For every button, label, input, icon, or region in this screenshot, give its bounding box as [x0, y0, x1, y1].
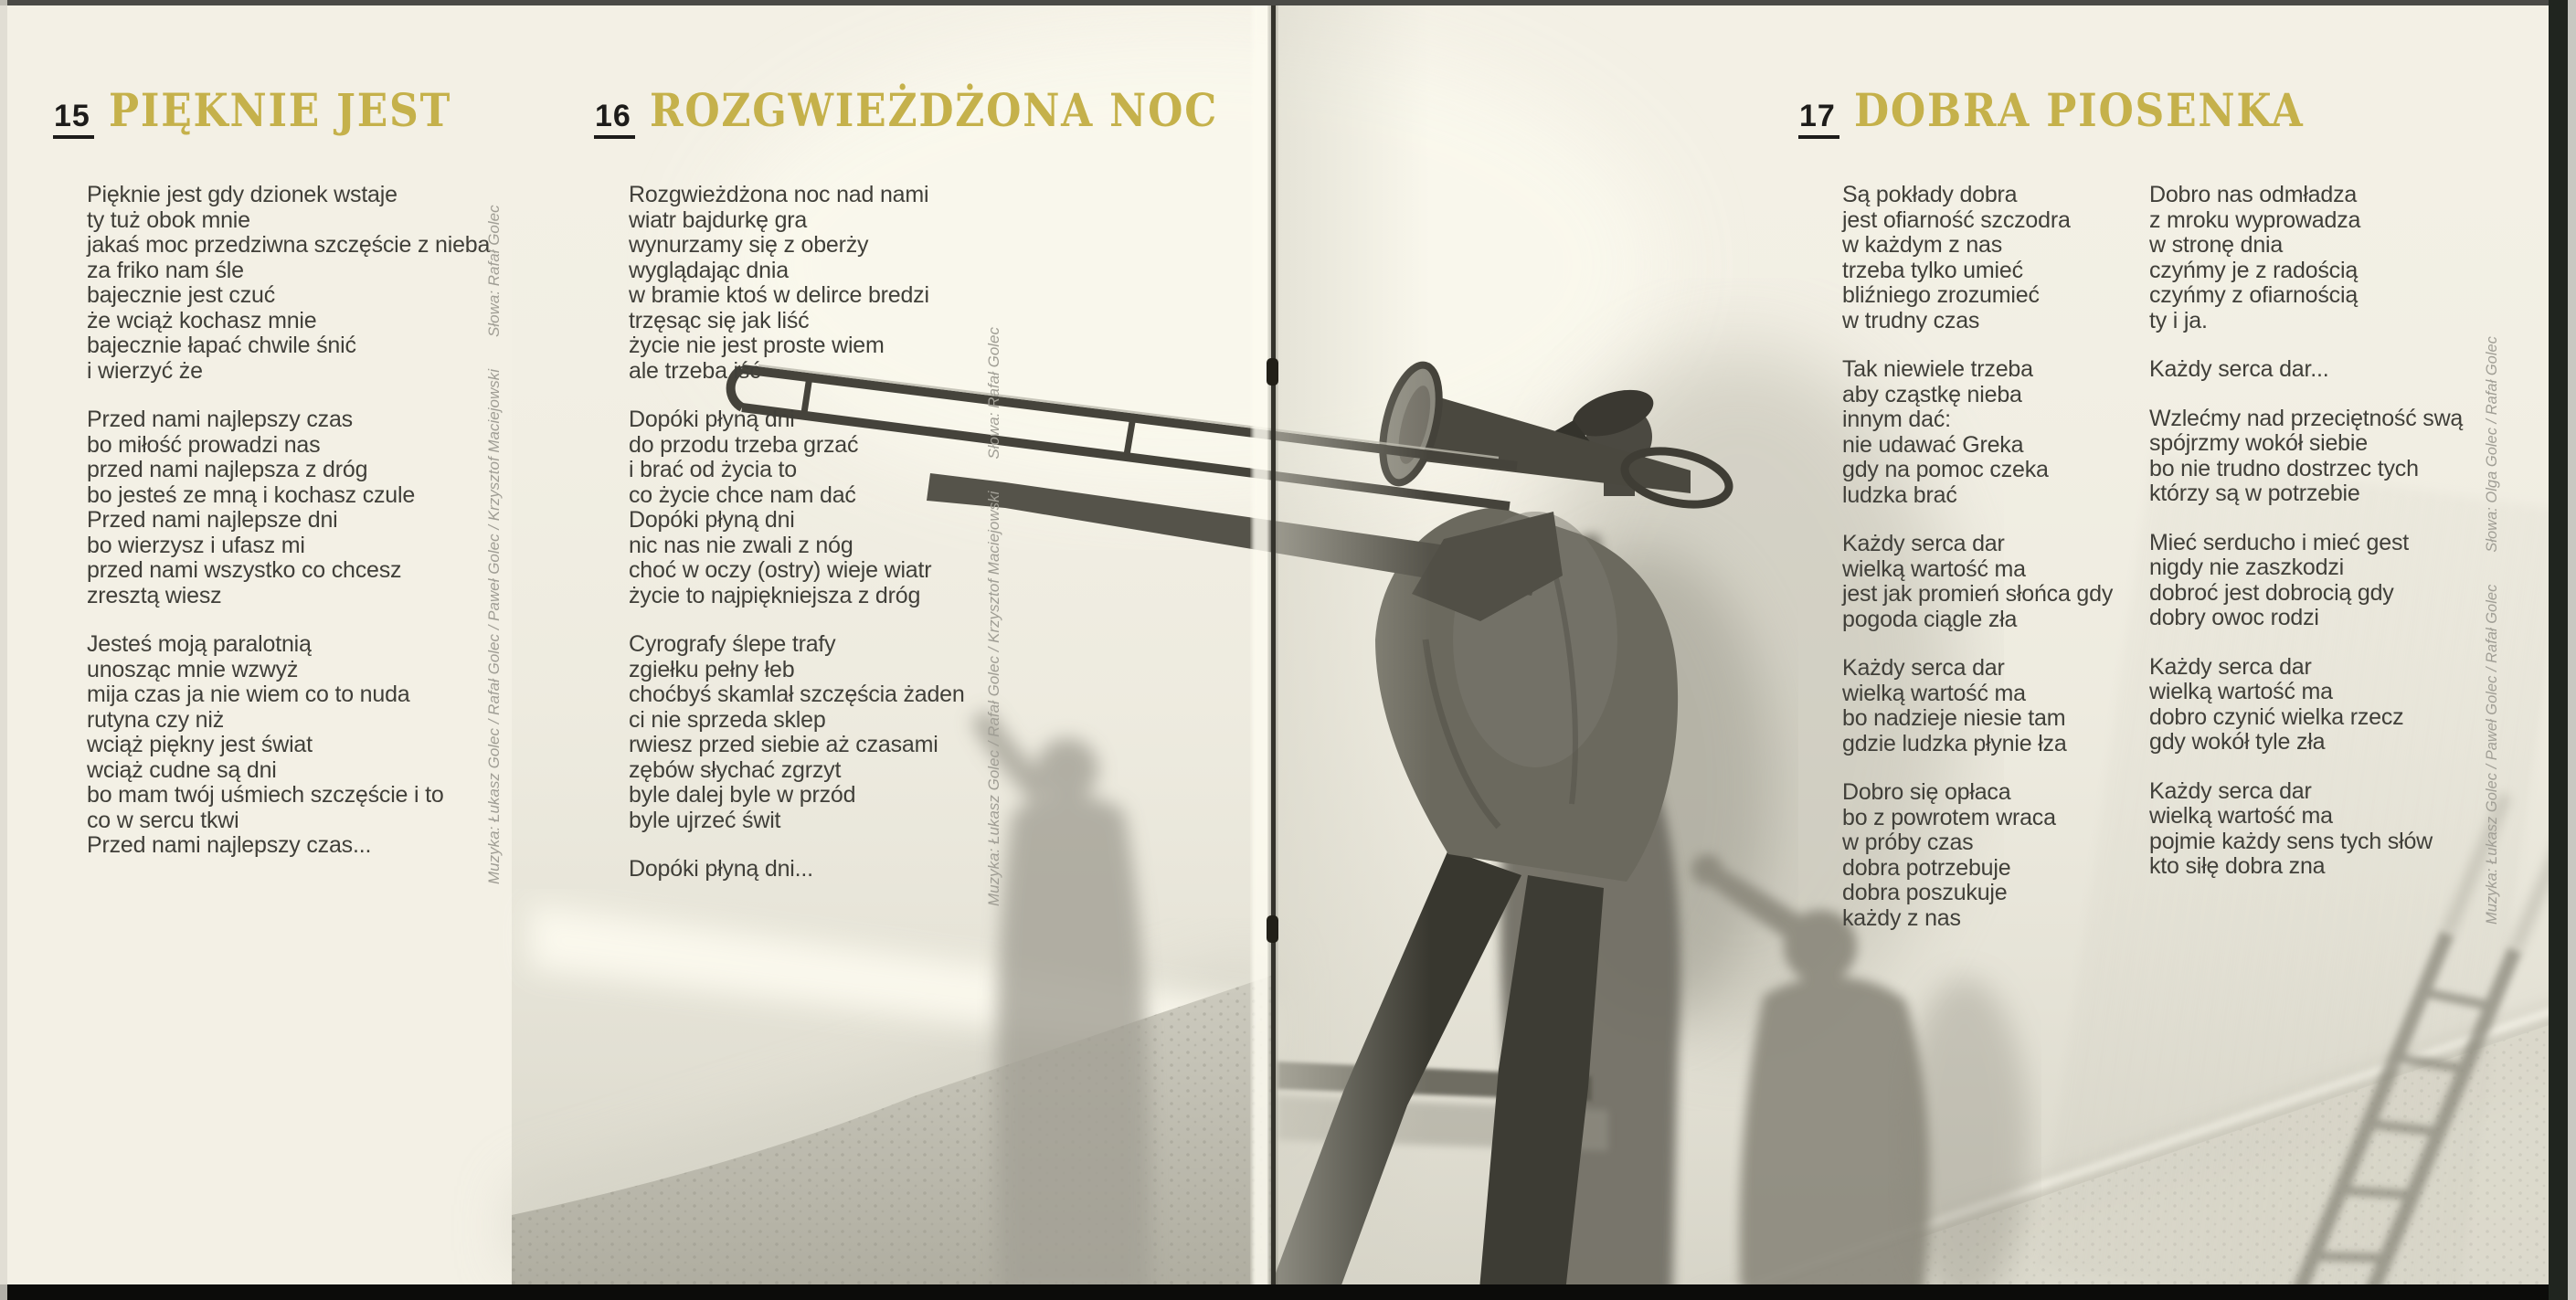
- lyric-line: Przed nami najlepszy czas: [87, 407, 353, 432]
- song-17-lyrics-left-column: [1842, 183, 2144, 955]
- stanza: [87, 407, 525, 608]
- lyric-line: Każdy serca dar: [1842, 655, 2005, 681]
- lyric-line: bo miłość prowadzi nas: [87, 431, 321, 458]
- stanza: [2149, 183, 2542, 333]
- lyric-line: wciąż cudne są dni: [87, 756, 277, 783]
- lyric-line: wciąż piękny jest świat: [87, 732, 313, 757]
- stanza: [1842, 780, 2144, 931]
- lyric-line: Przed nami najlepszy czas...: [87, 832, 372, 858]
- stanza: [87, 183, 525, 384]
- lyric-line: bliźniego zrozumieć: [1842, 282, 2040, 308]
- lyric-line: choćbyś skamlał szczęścia żaden: [629, 682, 965, 707]
- lyric-line: życie nie jest proste wiem: [629, 333, 885, 358]
- lyric-line: kto siłę dobra zna: [2149, 853, 2326, 879]
- lyric-line: Dopóki płyną dni: [629, 407, 795, 432]
- lyric-line: mija czas ja nie wiem co to nuda: [87, 682, 410, 707]
- lyric-line: Każdy serca dar: [1842, 531, 2005, 556]
- song-15-credits: [485, 176, 505, 884]
- lyric-line: Pięknie jest gdy dzionek wstaje: [87, 182, 398, 207]
- lyric-line: każdy z nas: [1842, 904, 1961, 931]
- lyric-line: dobry owoc rodzi: [2149, 605, 2319, 630]
- lyric-line: Rozgwieżdżona noc nad nami: [629, 182, 929, 207]
- lyric-line: wielką wartość ma: [1842, 680, 2026, 706]
- lyric-line: Każdy serca dar: [2149, 653, 2312, 680]
- track-number: 15: [53, 100, 94, 139]
- lyric-line: gdy na pomoc czeka: [1842, 457, 2049, 482]
- lyric-line: bajecznie łapać chwile śnić: [87, 333, 356, 358]
- lyric-line: co życie chce nam dać: [629, 481, 856, 508]
- lyric-line: dobra potrzebuje: [1842, 854, 2011, 881]
- lyric-line: aby cząstkę nieba: [1842, 381, 2022, 407]
- lyric-line: dobroć jest dobrocią gdy: [2149, 579, 2394, 606]
- lyric-line: gdzie ludzka płynie łza: [1842, 730, 2067, 756]
- lyric-line: ty tuż obok mnie: [87, 206, 250, 233]
- lyric-line: pogoda ciągle zła: [1842, 606, 2018, 632]
- song-16-header: [594, 83, 1296, 139]
- music-credit: Muzyka: Łukasz Golec / Rafał Golec / Paweł Golec / Krzysztof Maciejowski: [485, 368, 503, 884]
- lyric-line: Dobro nas odmładza: [2149, 182, 2358, 207]
- lyric-line: rutyna czy niż: [87, 706, 225, 733]
- lyric-line: bo wierzysz i ufasz mi: [87, 532, 305, 558]
- lyric-line: dobro czynić wielka rzecz: [2149, 703, 2404, 730]
- stanza: [1842, 183, 2144, 333]
- lyric-line: bo mam twój uśmiech szczęście i to: [87, 782, 444, 808]
- song-16-credits: [985, 303, 1005, 906]
- lyric-line: Cyrografy ślepe trafy: [629, 631, 836, 657]
- lyric-line: spójrzmy wokół siebie: [2149, 430, 2368, 456]
- lyric-line: bo nadzieje niesie tam: [1842, 705, 2066, 731]
- lyric-line: jest ofiarność szczodra: [1842, 206, 2071, 233]
- song-17-header: [1798, 83, 2365, 139]
- lyric-line: Każdy serca dar: [2149, 777, 2312, 804]
- lyric-line: i wierzyć że: [87, 357, 203, 384]
- stanza: [1842, 532, 2144, 632]
- lyric-line: byle ujrzeć świt: [629, 807, 781, 833]
- lyric-line: w stronę dnia: [2149, 232, 2284, 258]
- lyric-line: w bramie ktoś w delirce bredzi: [629, 282, 929, 308]
- lyric-line: nie udawać Greka: [1842, 431, 2024, 458]
- lyric-line: czyńmy je z radością: [2149, 257, 2359, 283]
- lyric-line: zębów słychać zgrzyt: [629, 756, 842, 783]
- lyric-line: dobra poszukuje: [1842, 880, 2008, 905]
- words-credit: Słowa: Rafał Golec: [985, 326, 1002, 460]
- song-title: DOBRA PIOSENKA: [1853, 83, 2305, 137]
- lyric-line: wielką wartość ma: [2149, 679, 2333, 704]
- song-title: ROZGWIEŻDŻONA NOC: [649, 83, 1218, 137]
- words-credit: Słowa: Rafał Golec: [485, 205, 503, 337]
- stanza: [1842, 357, 2144, 508]
- lyric-line: Dopóki płyną dni...: [629, 856, 813, 882]
- lyric-line: Dobro się opłaca: [1842, 779, 2011, 805]
- lyric-line: jakaś moc przedziwna szczęście z nieba: [87, 232, 491, 258]
- lyric-line: Dopóki płyną dni: [629, 507, 795, 533]
- lyric-line: wielką wartość ma: [1842, 555, 2026, 582]
- lyric-line: co w sercu tkwi: [87, 807, 239, 833]
- lyric-line: Tak niewiele trzeba: [1842, 356, 2033, 382]
- lyric-line: czyńmy z ofiarnością: [2149, 282, 2359, 308]
- lyric-line: do przodu trzeba grzać: [629, 431, 859, 458]
- words-credit: Słowa: Olga Golec / Rafał Golec: [2484, 336, 2500, 553]
- lyric-line: gdy wokół tyle zła: [2149, 729, 2326, 755]
- lyric-line: trzeba tylko umieć: [1842, 257, 2023, 283]
- lyric-line: z mroku wyprowadza: [2149, 206, 2361, 233]
- lyric-line: bo z powrotem wraca: [1842, 804, 2056, 830]
- lyric-line: Jesteś moją paralotnią: [87, 631, 312, 657]
- lyric-line: i brać od życia to: [629, 457, 797, 482]
- lyric-line: choć w oczy (ostry) wieje wiatr: [629, 557, 932, 583]
- stanza: [1842, 656, 2144, 756]
- lyric-line: wiatr bajdurkę gra: [629, 206, 808, 233]
- lyric-line: wyglądając dnia: [629, 257, 789, 283]
- lyric-line: życie to najpiękniejsza z dróg: [629, 582, 921, 608]
- lyric-line: w każdym z nas: [1842, 232, 2003, 258]
- lyric-line: Każdy serca dar...: [2149, 356, 2329, 382]
- music-credit: Muzyka: Łukasz Golec / Paweł Golec / Rafał Golec: [2484, 584, 2500, 925]
- lyric-line: unosząc mnie wzwyż: [87, 656, 299, 682]
- lyric-line: Są pokłady dobra: [1842, 182, 2018, 207]
- lyric-line: ci nie sprzeda sklep: [629, 706, 826, 733]
- song-15-header: [53, 83, 498, 139]
- song-15-lyrics: [87, 183, 525, 883]
- lyric-line: bo jesteś ze mną i kochasz czule: [87, 481, 416, 508]
- lyric-line: nic nas nie zwali z nóg: [629, 532, 853, 558]
- lyric-line: Przed nami najlepsze dni: [87, 507, 338, 533]
- lyric-line: nigdy nie zaszkodzi: [2149, 555, 2344, 580]
- track-number: 16: [594, 100, 635, 139]
- lyric-line: przed nami wszystko co chcesz: [87, 557, 402, 583]
- lyric-line: zresztą wiesz: [87, 582, 222, 608]
- lyric-line: byle dalej byle w przód: [629, 782, 856, 808]
- lyric-line: Wzlećmy nad przeciętność swą: [2149, 405, 2464, 431]
- lyric-line: jest jak promień słońca gdy: [1842, 581, 2114, 607]
- lyric-line: bajecznie jest czuć: [87, 282, 276, 308]
- track-number: 17: [1798, 100, 1839, 139]
- lyric-line: za friko nam śle: [87, 257, 244, 283]
- lyric-line: którzy są w potrzebie: [2149, 481, 2360, 506]
- lyric-line: że wciąż kochasz mnie: [87, 307, 317, 333]
- lyric-line: przed nami najlepsza z dróg: [87, 457, 368, 482]
- lyric-line: wynurzamy się z oberży: [629, 232, 869, 258]
- lyric-line: trzęsąc się jak liść: [629, 307, 810, 333]
- lyric-line: rwiesz przed siebie aż czasami: [629, 732, 938, 757]
- lyric-line: ale trzeba iść: [629, 357, 761, 384]
- lyric-line: pojmie każdy sens tych słów: [2149, 828, 2433, 854]
- lyric-line: ludzka brać: [1842, 481, 1957, 508]
- lyric-line: zgiełku pełny łeb: [629, 656, 795, 682]
- song-17-credits: [2484, 322, 2504, 925]
- lyric-line: Mieć serducho i mieć gest: [2149, 529, 2410, 555]
- lyric-line: w próby czas: [1842, 830, 1974, 855]
- lyric-line: bo nie trudno dostrzec tych: [2149, 455, 2419, 481]
- lyric-line: innym dać:: [1842, 407, 1951, 432]
- song-title: PIĘKNIE JEST: [108, 83, 451, 137]
- lyric-line: w trudny czas: [1842, 307, 1980, 333]
- stanza: [87, 632, 525, 859]
- lyric-line: ty i ja.: [2149, 307, 2208, 333]
- lyric-line: wielką wartość ma: [2149, 803, 2333, 829]
- music-credit: Muzyka: Łukasz Golec / Rafał Golec / Krzysztof Maciejowski: [985, 491, 1002, 906]
